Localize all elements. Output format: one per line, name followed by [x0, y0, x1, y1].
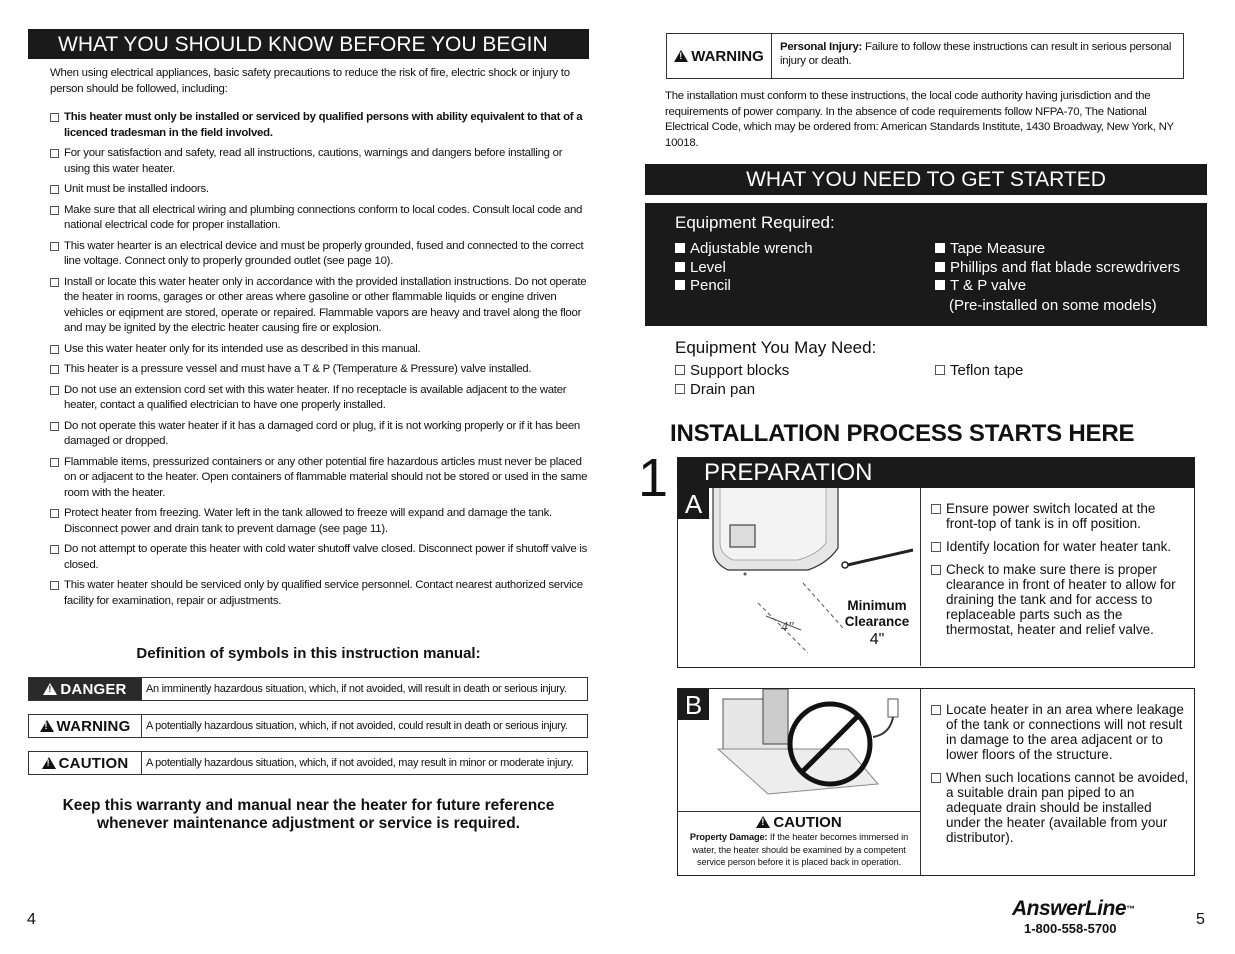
- list-item-text: Flammable items, pressurized containers or any other potential fire hazardous articles must never be placed on or adjacent to the heater. Open containers of flammable material should not be stored or used in the same room with the heater.: [64, 455, 588, 499]
- step-a-divider: [920, 488, 921, 666]
- list-item-text: Do not use an extension cord set with this water heater. If no receptacle is available adjacent to the water heater, contact a qualified electrician to have one properly installed.: [64, 383, 567, 411]
- step-letter-text: B: [684, 690, 703, 720]
- warning-triangle-icon: [756, 816, 770, 828]
- section-header-text: WHAT YOU SHOULD KNOW BEFORE YOU BEGIN: [58, 33, 548, 56]
- page-number-right: 5: [1196, 911, 1205, 928]
- list-item: [50, 110, 588, 141]
- list-item-text: Phillips and flat blade screwdrivers: [950, 258, 1181, 276]
- checkbox-icon: [50, 278, 59, 287]
- step-a-box: [677, 488, 1195, 668]
- caution-label-text: CAUTION: [58, 754, 129, 772]
- list-item: [50, 146, 588, 177]
- list-item-text: Identify location for water heater tank.: [946, 539, 1172, 554]
- step-header-text: PREPARATION: [704, 459, 873, 486]
- list-item: [50, 275, 588, 337]
- square-bullet-icon: [935, 243, 945, 253]
- step-header-preparation: [677, 457, 1195, 488]
- list-item-text: This heater is a pressure vessel and must have a T & P (Temperature & Pressure) valve installed.: [64, 363, 532, 375]
- danger-label-text: DANGER: [60, 680, 127, 698]
- list-item: [935, 240, 1180, 259]
- safety-list: [50, 110, 588, 614]
- warning-message: [772, 34, 1180, 78]
- list-item: [50, 419, 588, 450]
- warning-triangle-icon: [40, 720, 54, 732]
- list-item-text: This heater must only be installed or serviced by qualified persons with ability equivalent to that of a licenced tradesman in the field involved.: [64, 111, 583, 139]
- list-item: [931, 539, 1189, 554]
- square-bullet-icon: [675, 280, 685, 290]
- list-item: [50, 203, 588, 234]
- list-item-text: When such locations cannot be avoided, a suitable drain pan piped to an adequate drain should be installed under the heater (available from your distributor).: [946, 770, 1189, 845]
- checkbox-icon: [935, 365, 945, 375]
- list-item-text: This water heater should be serviced only by qualified service personnel. Contact nearest authorized service facility for examination, repair or adjustments.: [64, 579, 583, 607]
- square-bullet-icon: [935, 280, 945, 290]
- checkbox-icon: [50, 386, 59, 395]
- checkbox-icon: [50, 185, 59, 194]
- warning-triangle-icon: [43, 683, 57, 695]
- symbols-title: Definition of symbols in this instruction manual:: [136, 645, 481, 662]
- list-item-text: Support blocks: [690, 362, 790, 379]
- list-item: [50, 506, 588, 537]
- list-item: [935, 259, 1180, 278]
- warning-label: [29, 715, 142, 737]
- checkbox-icon: [50, 206, 59, 215]
- danger-definition: An imminently hazardous situation, which, if not avoided, will result in death or serious injury.: [146, 683, 567, 695]
- list-item: [931, 770, 1189, 845]
- checkbox-icon: [50, 422, 59, 431]
- checkbox-icon: [50, 242, 59, 251]
- list-item: [931, 501, 1189, 531]
- square-bullet-icon: [935, 262, 945, 272]
- warning-label-text: WARNING: [56, 717, 131, 735]
- warning-text: Failure to follow these instructions can result in serious personal injury or death.: [780, 41, 1172, 67]
- warning-label: [667, 34, 772, 78]
- list-item-text: Teflon tape: [950, 362, 1024, 379]
- brand-phone: 1-800-558-5700: [1024, 921, 1117, 936]
- step-letter-text: A: [684, 489, 703, 519]
- checkbox-icon: [50, 113, 59, 122]
- warning-triangle-icon: [42, 757, 56, 769]
- answerline-logo: [1012, 897, 1162, 936]
- list-item: [935, 362, 1023, 381]
- equipment-required-title: Equipment Required:: [675, 213, 835, 232]
- list-item-text: Adjustable wrench: [690, 240, 813, 257]
- list-item: [675, 240, 813, 259]
- list-item-text: Level: [690, 258, 726, 276]
- step-b-list: [931, 702, 1189, 853]
- checkbox-icon: [675, 365, 685, 375]
- step-b-box: [677, 688, 1195, 876]
- keep-manual-note: [28, 797, 589, 833]
- caution-label: [29, 752, 142, 774]
- no-flood-illustration: [678, 689, 918, 811]
- list-item: [931, 702, 1189, 762]
- intro-paragraph: When using electrical appliances, basic safety precautions to reduce the risk of fire, electric shock or injury to person should be followed, including:: [50, 67, 570, 95]
- symbol-row-warning: [28, 714, 588, 738]
- caution-header: [678, 814, 920, 831]
- equipment-required-panel: [645, 203, 1207, 326]
- danger-label: [29, 678, 142, 700]
- list-item-text: Tape Measure: [950, 240, 1046, 257]
- list-item-text: Unit must be installed indoors.: [64, 183, 209, 195]
- step-number: 1: [638, 448, 669, 508]
- list-item: [50, 578, 588, 609]
- brand-text: AnswerLine: [1012, 897, 1127, 920]
- caution-message: [678, 831, 920, 869]
- clearance-value: 4": [869, 631, 885, 648]
- section-header-before-you-begin: [28, 29, 589, 59]
- list-item-text: For your satisfaction and safety, read all instructions, cautions, warnings and dangers before installing or using this water heater.: [64, 147, 563, 175]
- list-item-text: Do not attempt to operate this heater with cold water shutoff valve closed. Disconnect power if shutoff valve is closed.: [64, 543, 588, 571]
- caution-panel: [678, 811, 920, 876]
- warning-bold: Personal Injury:: [780, 41, 863, 53]
- code-paragraph: The installation must conform to these instructions, the local code authority having jurisdiction and the requirements of power company. In the absence of code requirements follow NFPA-70, The National Electrical Code, which may be ordered from: American Standards Institute, 1430 Broadway, New York, NY 10018.: [665, 90, 1174, 149]
- section-header-what-you-need: [645, 164, 1207, 195]
- caution-label-text: CAUTION: [773, 814, 842, 831]
- list-item: [50, 342, 588, 358]
- step-b-divider: [920, 689, 921, 875]
- checkbox-icon: [50, 581, 59, 590]
- list-item-text: Do not operate this water heater if it has a damaged cord or plug, if it is not working properly or if it has been damaged or dropped.: [64, 419, 581, 447]
- clearance-label-line: Minimum: [847, 598, 907, 613]
- equipment-may-need: [675, 338, 1195, 398]
- list-item: [50, 455, 588, 502]
- list-item: [935, 277, 1180, 296]
- equipment-note: (Pre-installed on some models): [949, 296, 1157, 314]
- warning-label-text: WARNING: [691, 47, 764, 65]
- checkbox-icon: [50, 365, 59, 374]
- equipment-may-col2: [935, 362, 1023, 381]
- install-title: INSTALLATION PROCESS STARTS HERE: [670, 420, 1135, 447]
- list-item-text: Ensure power switch located at the front-top of tank is in off position.: [946, 501, 1156, 531]
- section-header-text: WHAT YOU NEED TO GET STARTED: [746, 168, 1106, 191]
- list-item: [931, 562, 1189, 637]
- list-item-text: Locate heater in an area where leakage of the tank or connections will not result in damage to the area adjacent or to lower floors of the structure.: [946, 702, 1184, 762]
- equipment-may-col1: [675, 362, 789, 399]
- brand-tm: ™: [1126, 904, 1135, 914]
- list-item: [50, 182, 588, 198]
- list-item-text: Use this water heater only for its intended use as described in this manual.: [64, 342, 421, 355]
- checkbox-icon: [931, 773, 941, 783]
- checkbox-icon: [675, 384, 685, 394]
- caution-definition: A potentially hazardous situation, which, if not avoided, may result in minor or moderate injury.: [146, 757, 574, 769]
- checkbox-icon: [50, 545, 59, 554]
- list-item-text: Check to make sure there is proper clearance in front of heater to allow for draining the tank and for access to replaceable parts such as the thermostat, heater and relief valve.: [946, 562, 1176, 637]
- equipment-required-col1: [675, 240, 813, 296]
- list-item-text: Protect heater from freezing. Water left in the tank allowed to freeze will expand and damage the tank. Disconnect power and drain tank to prevent damage (see page 11).: [64, 507, 552, 535]
- list-item-text: T & P valve: [950, 277, 1027, 294]
- checkbox-icon: [50, 345, 59, 354]
- step-a-list: [931, 501, 1189, 645]
- caution-bold: Property Damage:: [689, 832, 768, 842]
- list-item: [50, 383, 588, 414]
- checkbox-icon: [50, 149, 59, 158]
- list-item-text: Drain pan: [690, 380, 756, 398]
- checkbox-icon: [50, 509, 59, 518]
- list-item: [675, 362, 789, 381]
- list-item-text: Make sure that all electrical wiring and plumbing connections conform to local codes. Consult local code and national electrical code for proper installation.: [64, 203, 583, 231]
- checkbox-icon: [50, 458, 59, 467]
- checkbox-icon: [931, 705, 941, 715]
- warning-box: [666, 33, 1184, 79]
- checkbox-icon: [931, 565, 941, 575]
- keep-note-line: whenever maintenance adjustment or service is required.: [97, 815, 520, 832]
- list-item: [675, 259, 813, 278]
- dimension-label: 4": [781, 620, 794, 635]
- symbol-row-caution: [28, 751, 588, 775]
- square-bullet-icon: [675, 243, 685, 253]
- warning-triangle-icon: [674, 50, 688, 62]
- keep-note-line: Keep this warranty and manual near the heater for future reference: [62, 797, 555, 814]
- list-item: [675, 277, 813, 296]
- list-item: [50, 362, 588, 378]
- warning-definition: A potentially hazardous situation, which, if not avoided, could result in death or serious injury.: [146, 720, 568, 732]
- caution-text: If the heater becomes immersed in water, the heater should be examined by a competent service person before it is placed back in operation.: [692, 832, 909, 867]
- page-number-left: 4: [27, 911, 36, 928]
- list-item: [50, 542, 588, 573]
- square-bullet-icon: [675, 262, 685, 272]
- symbol-row-danger: [28, 677, 588, 701]
- equipment-required-col2: [935, 240, 1180, 315]
- brand-name: [1012, 897, 1162, 921]
- list-item-text: Pencil: [690, 277, 731, 294]
- equipment-may-need-title: Equipment You May Need:: [675, 338, 877, 357]
- checkbox-icon: [931, 542, 941, 552]
- clearance-label-line: Clearance: [844, 614, 910, 629]
- checkbox-icon: [931, 504, 941, 514]
- list-item: [50, 239, 588, 270]
- minimum-clearance-label: [838, 598, 916, 648]
- list-item-text: Install or locate this water heater only in accordance with the provided installation instructions. Do not operate the heater in rooms, garages or other areas where gasoline or other flammable liquids or engine driven vehicles or eqipment are stored, operate or repaired. Flammable vapors are heavy and travel along the floor and may be ignited by the electric heater causing fire or explosion.: [64, 275, 587, 334]
- list-item-text: This water hearter is an electrical device and must be properly grounded, fused and connected to the correct line voltage. Connect only to properly grounded outlet (see page 10).: [64, 239, 584, 267]
- list-item: [675, 381, 789, 400]
